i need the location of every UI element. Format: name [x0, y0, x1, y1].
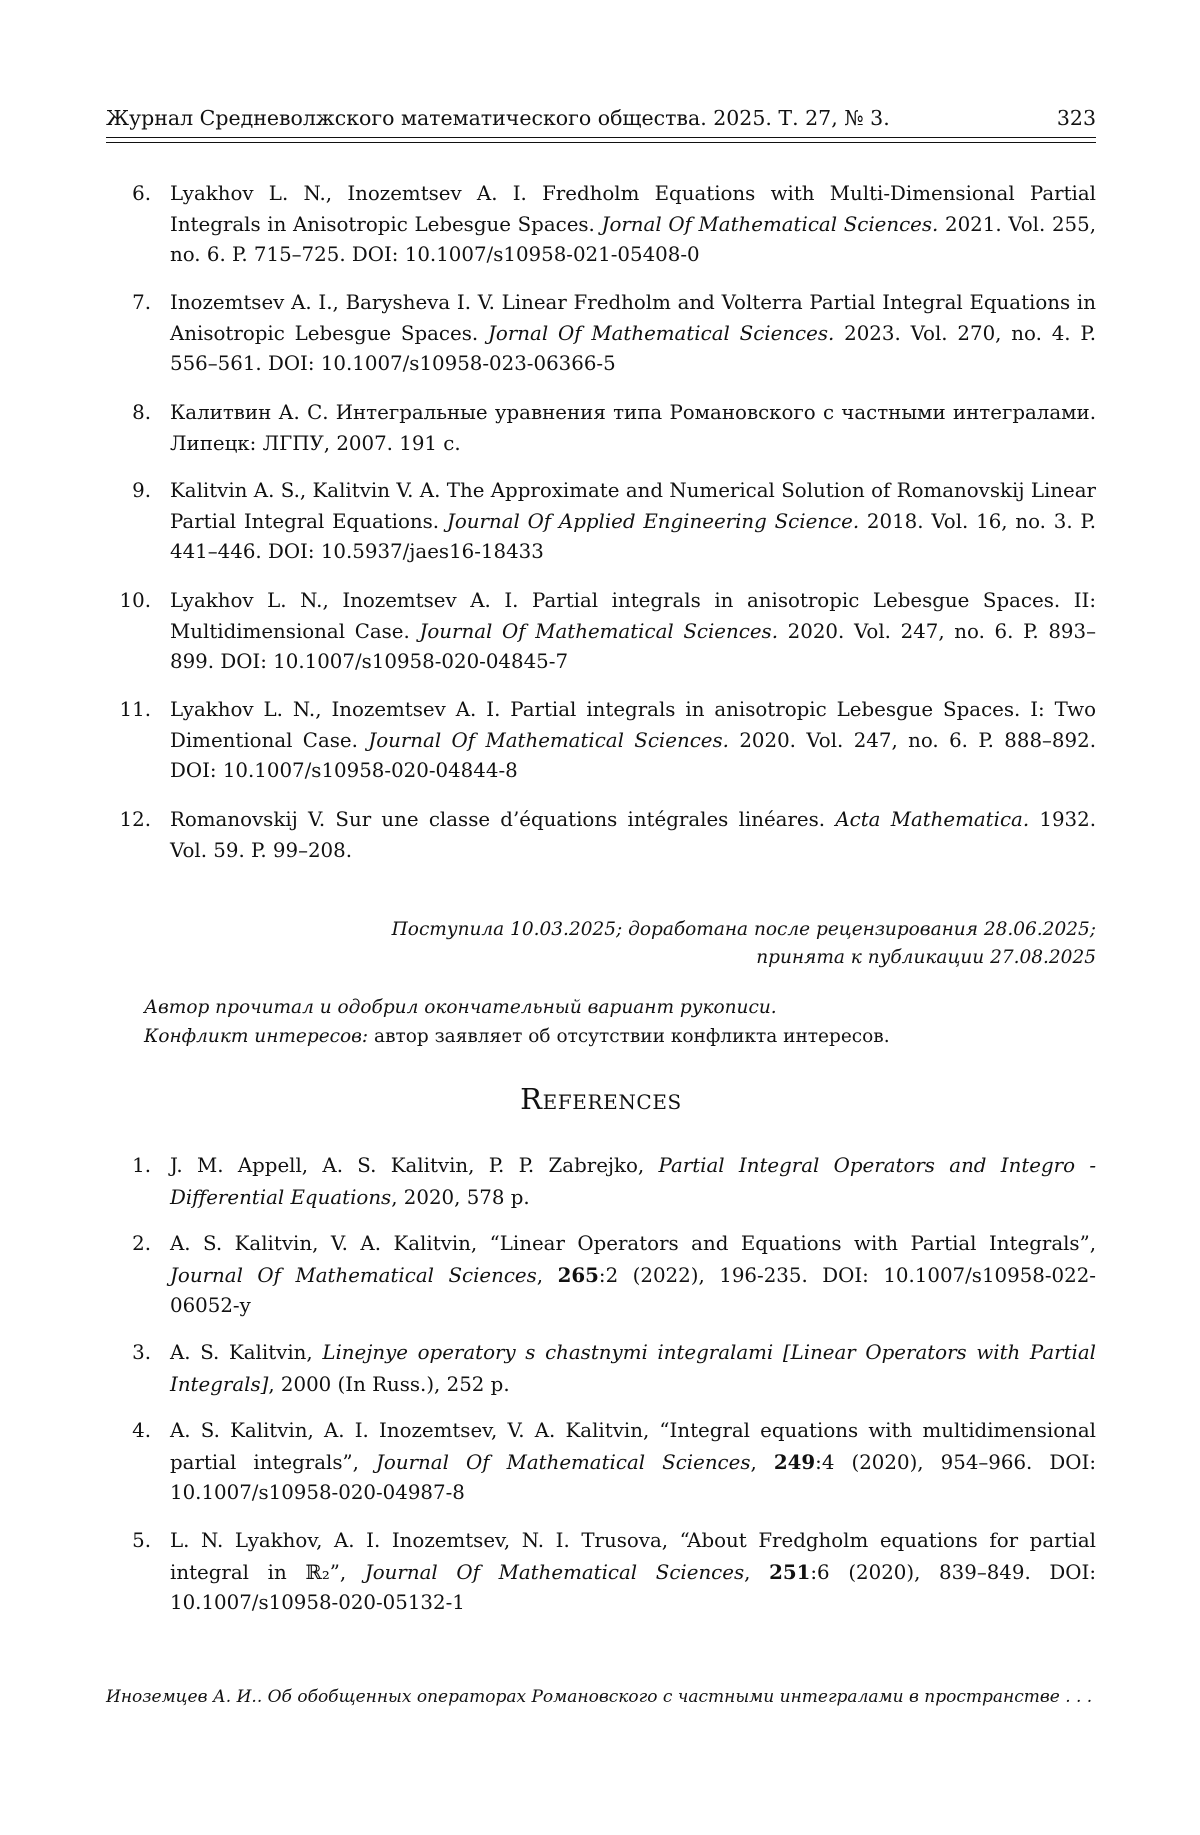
reference-item: 4. A. S. Kalitvin, A. I. Inozemtsev, V. A. Kalitvin, “Integral equations with multidimensional partial integrals”, Journal Of Mathematical Sciences, 249:4 (2020), 954–966. DOI: 10.1007/s10958-020-04987-8 — [106, 1416, 1096, 1509]
reference-item — [106, 586, 1096, 678]
reference-item — [106, 179, 1096, 271]
reference-details: 2023. Vol. 270, no. 4. P. 556–561. DOI: 10.1007/s10958-023-06366-5 — [170, 321, 1096, 375]
reference-number: 12. — [119, 808, 151, 831]
reference-number: 1. — [132, 1154, 151, 1177]
reference-item — [106, 1151, 1096, 1213]
reference-journal: Jornal Of Mathematical Sciences. — [488, 321, 835, 345]
running-head — [106, 104, 1096, 132]
reference-number: 6. — [132, 182, 151, 205]
reference-details: :4 (2020), 954–966. DOI: 10.1007/s10958-020-04987-8 — [170, 1450, 1096, 1504]
conflict-label: Конфликт интересов: — [144, 1026, 369, 1047]
header-rule — [106, 142, 1096, 143]
reference-number: 9. — [132, 479, 151, 502]
reference-title: Partial Integral Operators and Integro - Differential Equations — [170, 1154, 1097, 1209]
reference-text: Lyakhov L. N., Inozemtsev A. I. Fredholm Equations with Multi-Dimensional Partial Integrals in Anisotropic Lebesgue Spaces. — [170, 182, 1096, 236]
reference-details: 1932. Vol. 59. P. 99–208. — [170, 808, 1097, 862]
reference-number: 5. — [132, 1529, 151, 1552]
declarations — [144, 993, 1094, 1051]
reference-item — [106, 1338, 1096, 1400]
accepted-line: принята к публикации 27.08.2025 — [756, 947, 1096, 968]
conflict-text: автор заявляет об отсутствии конфликта интересов. — [368, 1026, 890, 1047]
reference-details: 2021. Vol. 255, no. 6. P. 715–725. DOI: 10.1007/s10958-021-05408-0 — [170, 212, 1097, 266]
reference-volume: 251 — [769, 1559, 811, 1584]
reference-journal: Journal Of Mathematical Sciences — [170, 1263, 537, 1287]
reference-volume: 265 — [557, 1262, 599, 1287]
reference-details: 2020. Vol. 247, no. 6. P. 893–899. DOI: 10.1007/s10958-020-04845-7 — [170, 619, 1096, 673]
reference-details: 2018. Vol. 16, no. 3. P. 441–446. DOI: 10.5937/jaes16-18433 — [170, 509, 1096, 563]
reference-number: 8. — [132, 401, 151, 424]
reference-journal: Journal Of Mathematical Sciences. — [368, 728, 729, 752]
reference-text: Калитвин А. С. Интегральные уравнения типа Романовского с частными интегралами. Липецк: ЛГПУ, 2007. 191 с. — [170, 401, 1096, 455]
reference-item: 2. A. S. Kalitvin, V. A. Kalitvin, “Linear Operators and Equations with Partial Integrals”, Journal Of Mathematical Sciences, 265:2 (2022), 196-235. DOI: 10.1007/s10958-022-06052-y — [106, 1229, 1096, 1322]
reference-item — [106, 695, 1096, 787]
received-dates — [106, 916, 1096, 972]
reference-details: :6 (2020), 839–849. DOI: 10.1007/s10958-020-05132-1 — [170, 1560, 1096, 1614]
page-number: 323 — [1056, 106, 1096, 130]
journal-title: Журнал Средневолжского математического общества. 2025. Т. 27, № 3. — [106, 106, 890, 130]
reference-item — [106, 288, 1096, 380]
reference-journal: Journal Of Applied Engineering Science. — [446, 509, 860, 533]
reference-number: 11. — [119, 698, 151, 721]
reference-journal: Journal Of Mathematical Sciences — [364, 1560, 745, 1584]
header-rule — [106, 137, 1096, 138]
reference-details: , 2020, 578 p. — [391, 1185, 530, 1209]
reference-number: 7. — [132, 291, 151, 314]
reference-text: L. N. Lyakhov, A. I. Inozemtsev, N. I. Trusova, “About Fredgholm equations for partial integral in ℝ₂”, — [170, 1529, 1096, 1584]
running-footer: Иноземцев А. И.. Об обобщенных операторах Романовского с частными интегралами в пространстве . . . — [106, 1687, 1093, 1707]
reference-text: Lyakhov L. N., Inozemtsev A. I. Partial integrals in anisotropic Lebesgue Spaces. II: Multidimensional Case. — [170, 589, 1096, 643]
reference-details: 2020. Vol. 247, no. 6. P. 888–892. DOI: 10.1007/s10958-020-04844-8 — [170, 728, 1096, 782]
reference-text: A. S. Kalitvin, A. I. Inozemtsev, V. A. Kalitvin, “Integral equations with multidimensional partial integrals”, — [170, 1419, 1096, 1474]
reference-text: J. M. Appell, A. S. Kalitvin, P. P. Zabrejko, — [170, 1154, 659, 1177]
reference-text: Romanovskij V. Sur une classe d’équations intégrales linéares. — [170, 808, 836, 831]
reference-journal: Journal Of Mathematical Sciences. — [419, 619, 778, 643]
reference-text: A. S. Kalitvin, — [170, 1341, 323, 1364]
reference-number: 10. — [119, 589, 151, 612]
reference-journal: Jornal Of Mathematical Sciences. — [601, 212, 939, 236]
reference-item — [106, 805, 1096, 866]
reference-journal: Acta Mathematica. — [835, 808, 1030, 831]
received-line: Поступила 10.03.2025; доработана после рецензирования 28.06.2025; — [391, 919, 1096, 940]
reference-number: 2. — [132, 1232, 151, 1255]
reference-number: 4. — [132, 1419, 151, 1442]
reference-details: :2 (2022), 196-235. DOI: 10.1007/s10958-022-06052-y — [170, 1263, 1096, 1317]
reference-volume: 249 — [773, 1449, 816, 1474]
reference-journal: Journal Of Mathematical Sciences — [376, 1450, 751, 1474]
reference-text: A. S. Kalitvin, V. A. Kalitvin, “Linear Operators and Equations with Partial Integrals”, — [170, 1232, 1096, 1255]
reference-text: Inozemtsev A. I., Barysheva I. V. Linear Fredholm and Volterra Partial Integral Equations in Anisotropic Lebesgue Spaces. — [170, 291, 1096, 345]
author-approval: Автор прочитал и одобрил окончательный вариант рукописи. — [144, 997, 777, 1018]
reference-number: 3. — [132, 1341, 151, 1364]
reference-text: Lyakhov L. N., Inozemtsev A. I. Partial integrals in anisotropic Lebesgue Spaces. I: Two Dimentional Case. — [170, 698, 1096, 752]
reference-item: 5. L. N. Lyakhov, A. I. Inozemtsev, N. I. Trusova, “About Fredgholm equations for partial integral in ℝ₂”, Journal Of Mathematical Sciences, 251:6 (2020), 839–849. DOI: 10.1007/s10958-020-05132-1 — [106, 1526, 1096, 1619]
reference-title: Linejnye operatory s chastnymi integralami [Linear Operators with Partial Integrals] — [170, 1341, 1096, 1396]
reference-item — [106, 476, 1096, 568]
reference-text: Kalitvin A. S., Kalitvin V. A. The Approximate and Numerical Solution of Romanovskij Linear Partial Integral Equations. — [170, 479, 1096, 533]
reference-details: , 2000 (In Russ.), 252 p. — [268, 1372, 510, 1396]
reference-item — [106, 398, 1096, 459]
references-heading: References — [520, 1082, 682, 1116]
